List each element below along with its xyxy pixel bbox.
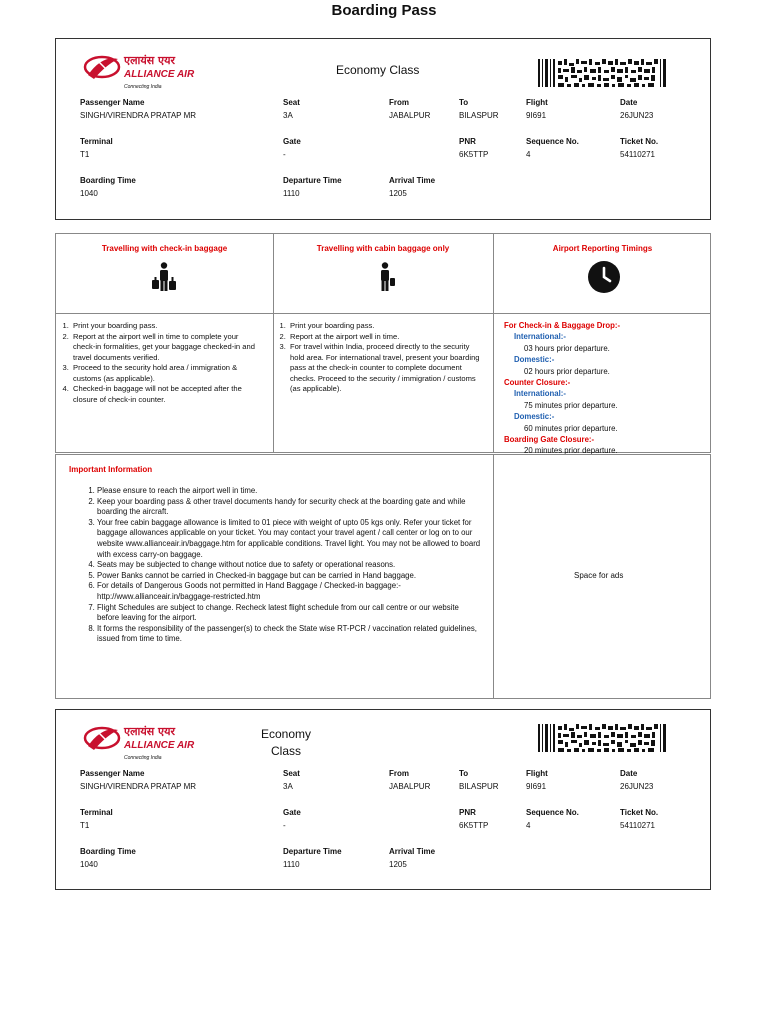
- domestic-label: Domestic:-: [514, 355, 555, 365]
- date-value: 26JUN23: [620, 111, 654, 120]
- list-item: 1. Print your boarding pass.: [71, 321, 261, 332]
- list-item: 3. Proceed to the security hold area / immigration & customs (as applicable).: [71, 363, 261, 384]
- to-label: To: [459, 769, 469, 778]
- flight-label: Flight: [526, 769, 548, 778]
- list-item: 4. Seats may be subjected to change without notice due to safety or operational reasons.: [97, 560, 482, 571]
- alliance-air-logo: [80, 722, 240, 764]
- to-label: To: [459, 98, 469, 107]
- baggage-info-section: [55, 233, 711, 456]
- departure-time-value: 1110: [283, 189, 300, 198]
- date-value: 26JUN23: [620, 782, 654, 791]
- departure-time-value: 1110: [283, 860, 300, 869]
- flight-value: 9I691: [526, 111, 547, 120]
- gate-value: -: [283, 150, 286, 159]
- list-item: 1. Please ensure to reach the airport well in time.: [97, 486, 482, 497]
- passenger-name-value: SINGH/VIRENDRA PRATAP MR: [80, 782, 197, 791]
- date-label: Date: [620, 769, 638, 778]
- domestic-label-2: Domestic:-: [514, 412, 555, 422]
- arrival-time-label: Arrival Time: [389, 847, 436, 856]
- gate-value: -: [283, 821, 286, 830]
- arrival-time-value: 1205: [389, 189, 407, 198]
- alliance-air-logo: [80, 51, 240, 93]
- from-label: From: [389, 98, 409, 107]
- gate-closure-label: Boarding Gate Closure:-: [504, 435, 595, 445]
- ticket-label: Ticket No.: [620, 808, 659, 817]
- class-label-line1: Economy: [260, 727, 312, 741]
- clock-icon: [587, 260, 621, 299]
- list-item: 2. Report at the airport well in time.: [288, 332, 485, 343]
- boarding-pass-card: [55, 38, 711, 220]
- seat-value: 3A: [283, 111, 293, 120]
- arrival-time-label: Arrival Time: [389, 176, 436, 185]
- dom-checkin-time: 02 hours prior departure.: [524, 366, 610, 376]
- intl-closure-time: 75 minutes prior departure.: [524, 400, 618, 410]
- class-label: Economy Class: [336, 63, 420, 77]
- sequence-value: 4: [526, 150, 531, 159]
- list-item: 7. Flight Schedules are subject to change. Recheck latest flight schedule from our call centre or our website before leaving for the airport.: [97, 603, 482, 624]
- brand-line-hindi: एलायंस एयर: [124, 725, 175, 738]
- seat-label: Seat: [283, 98, 300, 107]
- intl-checkin-time: 03 hours prior departure.: [524, 343, 610, 353]
- gate-label: Gate: [283, 137, 301, 146]
- pnr-label: PNR: [459, 808, 476, 817]
- reporting-timings-heading: Airport Reporting Timings: [552, 244, 653, 253]
- boarding-time-label: Boarding Time: [80, 176, 136, 185]
- dom-closure-time: 60 minutes prior departure.: [524, 423, 618, 433]
- ads-placeholder: Space for ads: [574, 571, 624, 580]
- logo-tagline: Connecting India: [124, 755, 162, 761]
- terminal-label: Terminal: [80, 808, 113, 817]
- page-title: Boarding Pass: [331, 2, 437, 19]
- checkin-steps-list: [56, 321, 261, 405]
- important-info-list: [82, 486, 482, 645]
- checkin-baggage-heading: Travelling with check-in baggage: [101, 244, 228, 253]
- terminal-label: Terminal: [80, 137, 113, 146]
- from-value: JABALPUR: [389, 782, 431, 791]
- gate-closure-time: 20 minutes prior departure.: [524, 446, 618, 456]
- departure-time-label: Departure Time: [283, 176, 342, 185]
- passenger-name-label: Passenger Name: [80, 98, 145, 107]
- traveller-with-bag-icon: [376, 262, 396, 297]
- flight-label: Flight: [526, 98, 548, 107]
- boarding-time-value: 1040: [80, 860, 98, 869]
- to-value: BILASPUR: [459, 782, 499, 791]
- list-item: 8. It forms the responsibility of the passenger(s) to check the State wise RT-PCR / vaccination related guidelines, issued from time to time.: [97, 624, 482, 645]
- list-item: 2. Report at the airport well in time to complete your check-in formalities, get your baggage checked-in and travel documents verified.: [71, 332, 261, 364]
- list-item: 4. Checked-in baggage will not be accepted after the closure of check-in counter.: [71, 384, 261, 405]
- list-item: 3. Your free cabin baggage allowance is limited to 01 piece with weight of upto 05 kgs only. Refer your ticket for baggage allowances applicable on your ticket. You may contact your travel agent / call center or log on to our website www.allianceair.in/baggage.htm for applicable conditions. Travel light. You may not be allowed to board with excess carry-on baggage.: [97, 518, 482, 560]
- passenger-name-value: SINGH/VIRENDRA PRATAP MR: [80, 111, 197, 120]
- brand-line-english: ALLIANCE AIR: [124, 69, 195, 80]
- ticket-value: 54110271: [620, 821, 655, 830]
- barcode-icon: [538, 59, 668, 87]
- pnr-label: PNR: [459, 137, 476, 146]
- list-item: 3. For travel within India, proceed directly to the security hold area. For international travel, present your boarding pass at the check-in counter to complete document checks. Proceed to the security / immigration / customs (as applicable).: [288, 342, 485, 395]
- counter-closure-label: Counter Closure:-: [504, 378, 571, 388]
- brand-line-english: ALLIANCE AIR: [124, 740, 195, 751]
- sequence-label: Sequence No.: [526, 808, 579, 817]
- list-item: 5. Power Banks cannot be carried in Checked-in baggage but can be carried in Hand baggage.: [97, 571, 482, 582]
- seat-value: 3A: [283, 782, 293, 791]
- passenger-name-label: Passenger Name: [80, 769, 145, 778]
- boarding-time-value: 1040: [80, 189, 98, 198]
- from-label: From: [389, 769, 409, 778]
- important-info-heading: Important Information: [69, 465, 153, 474]
- cabin-baggage-heading: Travelling with cabin baggage only: [316, 244, 450, 253]
- to-value: BILASPUR: [459, 111, 499, 120]
- sequence-value: 4: [526, 821, 531, 830]
- list-item: 6. For details of Dangerous Goods not permitted in Hand Baggage / Checked-in baggage:- http://www.allianceair.in/baggage-restricted.htm: [97, 581, 482, 602]
- cabin-steps-list: [273, 321, 485, 395]
- list-item: 2. Keep your boarding pass & other travel documents handy for security check at the boarding gate and while boarding the aircraft.: [97, 497, 482, 518]
- departure-time-label: Departure Time: [283, 847, 342, 856]
- class-label: [254, 726, 318, 760]
- arrival-time-value: 1205: [389, 860, 407, 869]
- terminal-value: T1: [80, 150, 90, 159]
- pnr-value: 6K5TTP: [459, 821, 489, 830]
- reporting-timings: [504, 320, 620, 457]
- boarding-pass-card-copy: [55, 709, 711, 890]
- brand-line-hindi: एलायंस एयर: [124, 54, 175, 67]
- from-value: JABALPUR: [389, 111, 431, 120]
- important-info-section: [55, 454, 711, 699]
- international-label: International:-: [514, 332, 566, 342]
- barcode-icon: [538, 724, 668, 752]
- boarding-time-label: Boarding Time: [80, 847, 136, 856]
- traveller-with-luggage-icon: [152, 262, 176, 297]
- logo-tagline: Connecting India: [124, 84, 162, 90]
- flight-value: 9I691: [526, 782, 547, 791]
- list-item: 1. Print your boarding pass.: [288, 321, 485, 332]
- date-label: Date: [620, 98, 638, 107]
- ticket-label: Ticket No.: [620, 137, 659, 146]
- seat-label: Seat: [283, 769, 300, 778]
- gate-label: Gate: [283, 808, 301, 817]
- class-label-line2: Class: [270, 744, 301, 758]
- checkin-drop-label: For Check-in & Baggage Drop:-: [504, 321, 621, 330]
- terminal-value: T1: [80, 821, 90, 830]
- ticket-value: 54110271: [620, 150, 655, 159]
- international-label-2: International:-: [514, 389, 566, 399]
- pnr-value: 6K5TTP: [459, 150, 489, 159]
- sequence-label: Sequence No.: [526, 137, 579, 146]
